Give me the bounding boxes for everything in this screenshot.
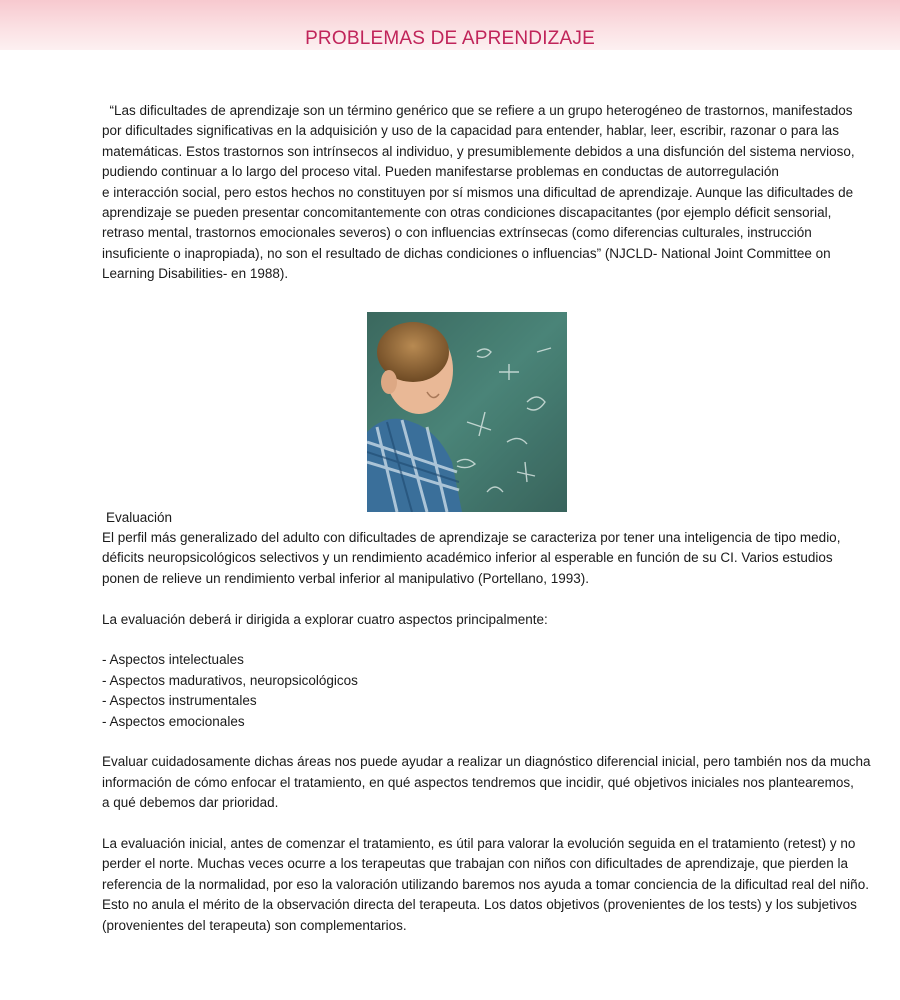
page-header <box>0 0 900 50</box>
quote-line: pudiendo continuar a lo largo del proceso vital. Pueden manifestarse problemas en conductas de autorregulación <box>102 164 779 180</box>
initial-eval-line: referencia de la normalidad, por eso la valoración utilizando baremos nos ayuda a tomar conciencia de la dificultad real del niño. <box>102 876 869 892</box>
quote-line: insuficiente o inapropiada), no son el resultado de dichas condiciones o influencias” (NJCLD- National Joint Committee on <box>102 245 831 261</box>
profile-line: El perfil más generalizado del adulto con dificultades de aprendizaje se caracteriza por tener una inteligencia de tipo medio, <box>102 530 841 545</box>
initial-eval-line: perder el norte. Muchas veces ocurre a los terapeutas que trabajan con niños con dificultades de aprendizaje, que pierden la <box>102 856 848 872</box>
initial-eval-line: Esto no anula el mérito de la observación directa del terapeuta. Los datos objetivos (provenientes de los tests) y los subjetivos <box>102 897 857 913</box>
boy-chalkboard-photo <box>367 312 567 512</box>
aspects-list <box>102 650 887 732</box>
aspects-intro: La evaluación deberá ir dirigida a explorar cuatro aspectos principalmente: <box>102 611 548 627</box>
initial-eval-line: (provenientes del terapeuta) son complementarios. <box>102 917 407 933</box>
quote-line: aprendizaje se pueden presentar concomitantemente con otras condiciones discapacitantes (por ejemplo déficit sensorial, <box>102 205 832 221</box>
quote-line: e interacción social, pero estos hechos no constituyen por sí mismos una dificultad de aprendizaje. Aunque las dificultades de <box>102 184 854 200</box>
intro-quote <box>102 101 887 285</box>
quote-line: “Las dificultades de aprendizaje son un término genérico que se refiere a un grupo heterogéneo de trastornos, manifestados <box>102 103 853 118</box>
list-item: - Aspectos instrumentales <box>102 693 257 709</box>
photo-illustration <box>367 312 567 512</box>
section-title-evaluation: Evaluación <box>106 510 173 525</box>
quote-line: Learning Disabilities- en 1988). <box>102 266 289 282</box>
list-item: - Aspectos emocionales <box>102 713 245 729</box>
careful-line: Evaluar cuidadosamente dichas áreas nos puede ayudar a realizar un diagnóstico diferencial inicial, pero también nos da mucha <box>102 754 871 770</box>
list-item: - Aspectos intelectuales <box>102 652 244 668</box>
evaluation-body <box>102 528 887 936</box>
careful-line: información de cómo enfocar el tratamiento, en qué aspectos tendremos que incidir, qué objetivos iniciales nos plantearemos, <box>102 774 854 790</box>
profile-line: ponen de relieve un rendimiento verbal inferior al manipulativo (Portellano, 1993). <box>102 570 590 586</box>
careful-line: a qué debemos dar prioridad. <box>102 795 279 811</box>
quote-line: matemáticas. Estos trastornos son intrínsecos al individuo, y presumiblemente debidos a una disfunción del sistema nervioso, <box>102 143 855 159</box>
initial-eval-line: La evaluación inicial, antes de comenzar el tratamiento, es útil para valorar la evolución seguida en el tratamiento (retest) y no <box>102 836 856 852</box>
page-title: PROBLEMAS DE APRENDIZAJE <box>305 28 595 49</box>
quote-line: por dificultades significativas en la adquisición y uso de la capacidad para entender, hablar, leer, escribir, razonar o para las <box>102 123 839 139</box>
list-item: - Aspectos madurativos, neuropsicológicos <box>102 672 358 688</box>
quote-line: retraso mental, trastornos emocionales severos) o con influencias extrínsecas (como diferencias culturales, instrucción <box>102 225 812 241</box>
profile-line: déficits neuropsicológicos selectivos y un rendimiento académico inferior al esperable en función de su CI. Varios estudios <box>102 550 833 566</box>
